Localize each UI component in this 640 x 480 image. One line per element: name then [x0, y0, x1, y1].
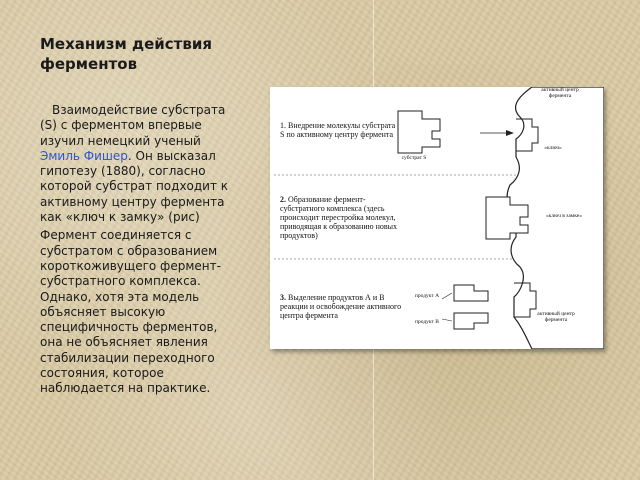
label-active-center-bottom: активный центр фермента	[537, 311, 575, 323]
product-a-shape	[454, 285, 488, 301]
product-b-shape	[454, 313, 488, 329]
label-active-center-top: активный центр фермента	[541, 87, 579, 99]
paragraph-fischer	[40, 103, 236, 225]
arrow-1-head	[506, 130, 514, 136]
step-1-text: 1. Внедрение молекулы субстрата S по активному центру фермента	[280, 121, 396, 139]
step-2-text: 2. Образование фермент-субстратного комплекса (здесь происходит перестройка молекул, приводящая к образованию новых продуктов)	[280, 195, 398, 240]
paragraph-complex: Фермент соединяется с субстратом с образованием короткоживущего фермент-субстратного комплекса. Однако, хотя эта модель объясняет высокую специфичность ферментов, она не объясняет явления стабилизации переходного состояния, которое наблюдается на практике.	[40, 228, 221, 396]
label-key-in-lock: «ключ в замке»	[546, 213, 582, 219]
arrow-product-a	[442, 293, 452, 299]
fischer-link[interactable]: Эмиль Фишер	[40, 148, 128, 163]
label-substrate: субстрат S	[401, 155, 427, 161]
slide-body-text	[40, 103, 236, 400]
label-product-a: продукт А	[414, 293, 440, 299]
substrate-key-1	[398, 111, 440, 153]
slide-title: Механизм действия ферментов	[40, 35, 212, 73]
label-key: «ключ»	[544, 145, 562, 151]
paragraph-fischer-end: . Он высказал гипотезу (1880), согласно которой субстрат подходит к активному центру фермента как «ключ к замку» (рис)	[40, 148, 229, 225]
step-3-text: 3. Выделение продуктов А и В реакции и освобождение активного центра фермента	[280, 293, 402, 320]
label-product-b: продукт В	[415, 319, 439, 325]
paragraph-fischer-start: Взаимодействие субстрата (S) с ферментом впервые изучил немецкий ученый	[40, 103, 226, 148]
enzyme-mechanism-figure	[270, 87, 604, 349]
arrow-product-b	[442, 319, 452, 321]
